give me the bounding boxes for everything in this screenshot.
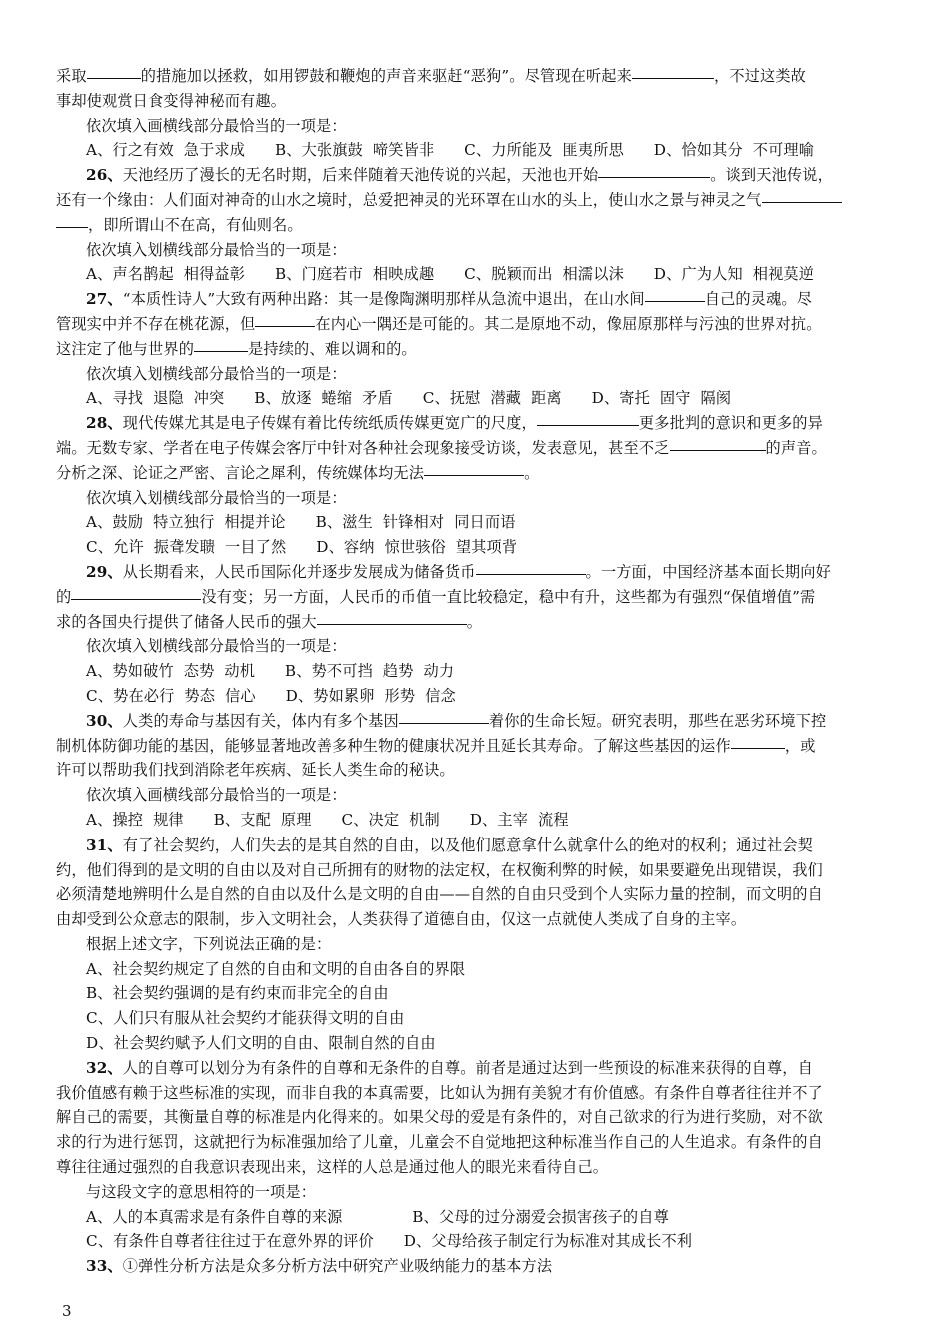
question-number: 29、 xyxy=(86,562,123,581)
q25-line-2: 事却使观赏日食变得神秘而有趣。 xyxy=(56,91,287,110)
q28-line-1: 28、现代传媒尤其是电子传媒有着比传统纸质传媒更宽广的尺度， 更多批判的意识和更多的异 xyxy=(56,411,902,436)
q31-option-c: C、人们只有服从社会契约才能获得文明的自由 xyxy=(86,1009,405,1028)
q31-option-a: A、社会契约规定了自然的自由和文明的自由各自的界限 xyxy=(86,959,466,978)
page-content xyxy=(56,64,902,1279)
blank-line xyxy=(598,163,710,178)
q26-prompt: 依次填入划横线部分最恰当的一项是： xyxy=(86,240,347,259)
blank-line xyxy=(255,312,315,327)
q31-line-1: 31、有了社会契约，人们失去的是其自然的自由，以及他们愿意拿什么就拿什么的绝对的权利；通过社会契 xyxy=(86,835,813,854)
q28-options-1: A、鼓励 特立独行 相提并论 B、滋生 针锋相对 同日而语 xyxy=(86,513,516,532)
q30-line-3: 许可以帮助我们找到消除老年疾病、延长人类生命的秘诀。 xyxy=(56,761,455,780)
q26-line-3: ，即所谓山不在高，有仙则名。 xyxy=(56,213,902,238)
q32-options-1: A、人的本真需求是有条件自尊的来源 B、父母的过分溺爱会损害孩子的自尊 xyxy=(86,1207,669,1226)
q32-line-2: 我价值感有赖于这些标准的实现，而非自我的本真需要，比如认为拥有美貌才有价值感。有条件自尊者往往并不了 xyxy=(56,1083,823,1102)
q28-line-2: 端。无数专家、学者在电子传媒会客厅中针对各种社会现象接受访谈，发表意见，甚至不乏 的声音。 xyxy=(56,436,902,461)
q26-line-1: 26、天池经历了漫长的无名时期，后来伴随着天池传说的兴起，天池也开始 。谈到天池传说， xyxy=(56,163,902,188)
q32-line-3: 解自己的需要，其衡量自尊的标准是内化得来的。如果父母的爱是有条件的，对自己欲求的行为进行奖励，对不欲 xyxy=(56,1108,823,1127)
q32-line-1: 32、人的自尊可以划分为有条件的自尊和无条件的自尊。前者是通过达到一些预设的标准来获得的自尊，自 xyxy=(86,1058,813,1077)
question-number: 31、 xyxy=(86,835,123,854)
blank-line xyxy=(537,411,639,426)
q29-line-1: 29、从长期看来，人民币国际化并逐步发展成为储备货币 。一方面，中国经济基本面长期向好 xyxy=(56,560,902,585)
question-number: 30、 xyxy=(86,711,123,730)
q31-line-4: 由却受到公众意志的限制，步入文明社会，人类获得了道德自由，仅这一点就使人类成了自身的主宰。 xyxy=(56,910,747,929)
q27-line-1: 27、“本质性诗人”大致有两种出路：其一是像陶渊明那样从急流中退出，在山水间 自己的灵魂。尽 xyxy=(56,287,902,312)
q27-line-2: 管现实中并不存在桃花源，但 在内心一隅还是可能的。其二是原地不动，像屈原那样与污浊的世界对抗。 xyxy=(56,312,902,337)
page-number: 3 xyxy=(62,1302,72,1320)
q27-line-3: 这注定了他与世界的 是持续的、难以调和的。 xyxy=(56,337,902,362)
q26-options: A、声名鹊起 相得益彰 B、门庭若市 相映成趣 C、脱颖而出 相濡以沫 D、广为人知 相视莫逆 xyxy=(86,265,815,284)
q27-options: A、寻找 退隐 冲突 B、放逐 蜷缩 矛盾 C、抚慰 潜藏 距离 D、寄托 固守 隔阂 xyxy=(86,389,732,408)
blank-line xyxy=(71,585,201,600)
q28-line-3: 分析之深、论证之严密、言论之犀利，传统媒体均无法 。 xyxy=(56,461,902,486)
blank-line xyxy=(476,560,586,575)
blank-line xyxy=(670,436,766,451)
blank-line xyxy=(56,213,88,228)
blank-line xyxy=(399,709,489,724)
q28-prompt: 依次填入划横线部分最恰当的一项是： xyxy=(86,488,347,507)
blank-line xyxy=(87,64,141,79)
q32-prompt: 与这段文字的意思相符的一项是： xyxy=(86,1182,317,1201)
q30-options: A、操控 规律 B、支配 原理 C、决定 机制 D、主宰 流程 xyxy=(86,810,569,829)
q25-options: A、行之有效 急于求成 B、大张旗鼓 啼笑皆非 C、力所能及 匪夷所思 D、恰如其分 不可理喻 xyxy=(86,141,815,160)
question-number: 32、 xyxy=(86,1058,123,1077)
q29-options-2: C、势在必行 势态 信心 D、势如累卵 形势 信念 xyxy=(86,686,456,705)
question-number: 27、 xyxy=(86,290,123,309)
q32-options-2: C、有条件自尊者往往过于在意外界的评价 D、父母给孩子制定行为标准对其成长不利 xyxy=(86,1232,693,1251)
question-number: 28、 xyxy=(86,414,123,433)
blank-line xyxy=(731,734,785,749)
question-number: 26、 xyxy=(86,166,123,185)
blank-line xyxy=(424,461,524,476)
q30-line-1: 30、人类的寿命与基因有关，体内有多个基因 着你的生命长短。研究表明，那些在恶劣环境下控 xyxy=(56,709,902,734)
blank-line xyxy=(194,337,248,352)
q33-line-1: 33、①弹性分析方法是众多分析方法中研究产业吸纳能力的基本方法 xyxy=(86,1257,553,1276)
blank-line xyxy=(762,188,842,203)
q25-line-1: 采取 的措施加以拯救，如用锣鼓和鞭炮的声音来驱赶“恶狗”。尽管现在听起来 ，不过这类故 xyxy=(56,64,902,89)
q31-line-2: 约，他们得到的是文明的自由以及对自己所拥有的财物的法定权，在权衡利弊的时候，如果要避免出现错误，我们 xyxy=(56,860,823,879)
blank-line xyxy=(632,64,714,79)
q27-prompt: 依次填入划横线部分最恰当的一项是： xyxy=(86,364,347,383)
q29-options-1: A、势如破竹 态势 动机 B、势不可挡 趋势 动力 xyxy=(86,662,455,681)
question-number: 33、 xyxy=(86,1257,123,1276)
q31-line-3: 必须清楚地辨明什么是自然的自由以及什么是文明的自由——自然的自由只受到个人实际力量的控制，而文明的自 xyxy=(56,885,823,904)
q31-option-d: D、社会契约赋予人们文明的自由、限制自然的自由 xyxy=(86,1034,436,1053)
q30-line-2: 制机体防御功能的基因，能够显著地改善多种生物的健康状况并且延长其寿命。了解这些基因的运作 ，或 xyxy=(56,734,902,759)
q25-prompt: 依次填入画横线部分最恰当的一项是： xyxy=(86,116,347,135)
q29-prompt: 依次填入划横线部分最恰当的一项是： xyxy=(86,637,347,656)
q30-prompt: 依次填入画横线部分最恰当的一项是： xyxy=(86,786,347,805)
q26-line-2: 还有一个缘由：人们面对神奇的山水之境时，总爱把神灵的光环罩在山水的头上，使山水之景与神灵之气 xyxy=(56,188,902,213)
q32-line-4: 求的行为进行惩罚，这就把行为标准强加给了儿童，儿童会不自觉地把这种标准当作自己的人生追求。有条件的自 xyxy=(56,1133,823,1152)
q32-line-5: 尊往往通过强烈的自我意识表现出来，这样的人总是通过他人的眼光来看待自己。 xyxy=(56,1158,609,1177)
blank-line xyxy=(317,610,467,625)
q31-option-b: B、社会契约强调的是有约束而非完全的自由 xyxy=(86,984,389,1003)
q29-line-3: 求的各国央行提供了储备人民币的强大 。 xyxy=(56,610,902,635)
q28-options-2: C、允许 振聋发聩 一目了然 D、容纳 惊世骇俗 望其项背 xyxy=(86,538,518,557)
q29-line-2: 的 没有变；另一方面，人民币的币值一直比较稳定，稳中有升，这些都为有强烈“保值增值”需 xyxy=(56,585,902,610)
blank-line xyxy=(645,287,705,302)
q31-prompt: 根据上述文字，下列说法正确的是： xyxy=(86,934,332,953)
